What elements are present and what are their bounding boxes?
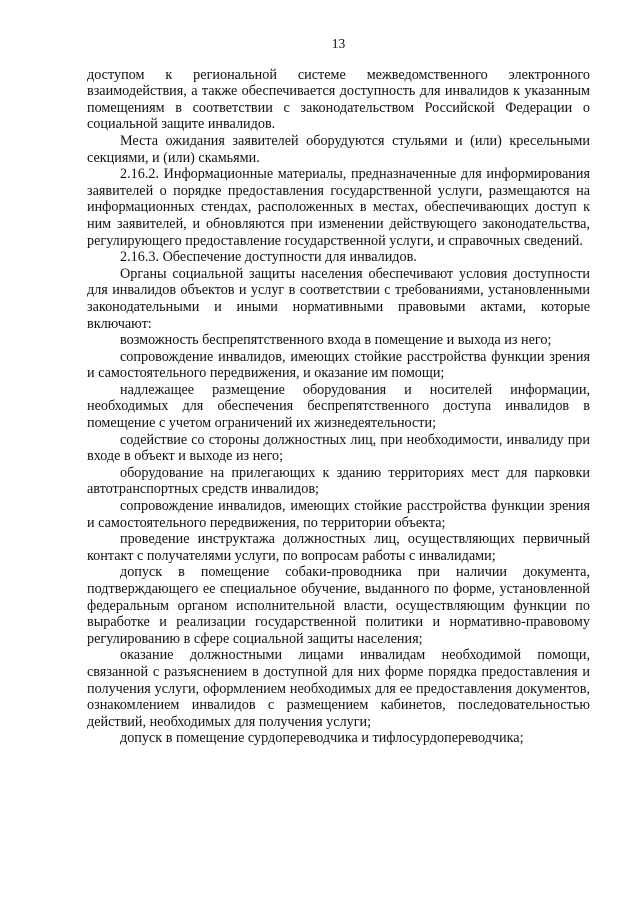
- list-item-parking: оборудование на прилегающих к зданию территориях мест для парковки автотранспортных средств инвалидов;: [87, 464, 590, 498]
- paragraph-waiting-places: Места ожидания заявителей оборудуются стульями и (или) кресельными секциями, и (или) скамьями.: [87, 132, 590, 166]
- list-item-staff-briefing: проведение инструктажа должностных лиц, осуществляющих первичный контакт с получателями услуги, по вопросам работы с инвалидами;: [87, 531, 590, 564]
- list-item-guide-dog: допуск в помещение собаки-проводника при наличии документа, подтверждающего ее специальное обучение, выданного по форме, установленной федеральным органом исполнительной власти, осуществляющим функции по выработке и реализации государственной политики и нормативно-правовому регулированию в сфере социальной защиты населения;: [87, 564, 590, 647]
- list-item-escort-territory: сопровождение инвалидов, имеющих стойкие расстройства функции зрения и самостоятельного передвижения, по территории объекта;: [87, 498, 590, 531]
- list-item-officials-help: оказание должностными лицами инвалидам необходимой помощи, связанной с разъяснением в доступной для них форме порядка предоставления и получения услуги, оформлением необходимых для ее предоставления документов, ознакомлением инвалидов с размещением кабинетов, последовательностью действий, необходимых для получения услуги;: [87, 647, 590, 730]
- paragraph-2-16-2: 2.16.2. Информационные материалы, предназначенные для информирования заявителей о порядке предоставления государственной услуги, размещаются на информационных стендах, расположенных в местах, обеспечивающих доступ к ним заявителей, и обновляются при изменении действующего законодательства, регулирующего предоставление государственной услуги, и справочных сведений.: [87, 166, 590, 249]
- list-item-sign-interpreter: допуск в помещение сурдопереводчика и тифлосурдопереводчика;: [120, 730, 524, 747]
- page-number: 13: [331, 36, 346, 51]
- paragraph-social-protection-bodies: Органы социальной защиты населения обеспечивают условия доступности для инвалидов объектов и услуг в соответствии с требованиями, установленными законодательными и иными нормативными правовыми актами, которые включают:: [87, 265, 590, 332]
- paragraph-2-16-3-heading: 2.16.3. Обеспечение доступности для инвалидов.: [120, 249, 417, 266]
- list-item-escort-vision: сопровождение инвалидов, имеющих стойкие расстройства функции зрения и самостоятельного передвижения, и оказание им помощи;: [87, 348, 590, 382]
- list-item-barrier-free-entry: возможность беспрепятственного входа в помещение и выхода из него;: [120, 332, 552, 349]
- list-item-equipment-placement: надлежащее размещение оборудования и носителей информации, необходимых для обеспечения беспрепятственного доступа инвалидов в помещение с учетом ограничений их жизнедеятельности;: [87, 381, 590, 432]
- list-item-officials-assistance: содействие со стороны должностных лиц, при необходимости, инвалиду при входе в объект и выходе из него;: [87, 431, 590, 465]
- paragraph-access-continuation: доступом к региональной системе межведомственного электронного взаимодействия, а также обеспечивается доступность для инвалидов к указанным помещениям в соответствии с законодательством Российской Федерации о социальной защите инвалидов.: [87, 66, 590, 133]
